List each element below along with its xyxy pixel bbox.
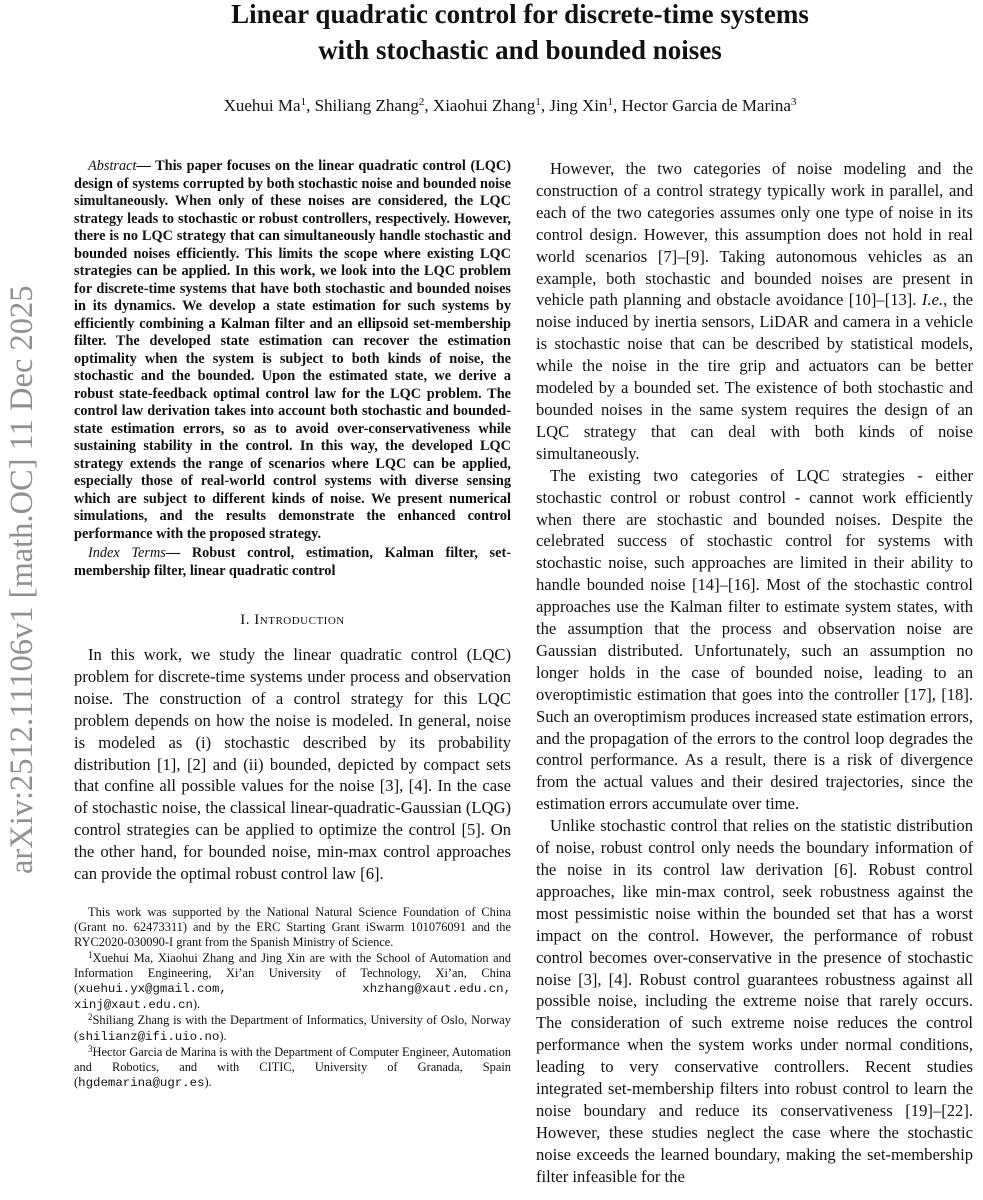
footnote-marker: 2 bbox=[88, 1012, 93, 1023]
index-terms-dash: — bbox=[165, 545, 192, 561]
author bbox=[621, 96, 796, 115]
footnote-3 bbox=[74, 1045, 511, 1092]
footnote-marker: 3 bbox=[88, 1043, 93, 1054]
intro-paragraph: In this work, we study the linear quadratic control (LQC) problem for discrete-time systems under process and observation noise. The construction of a control strategy for this LQC problem depends on how the noise is modeled. In general, noise is modeled as (i) stochastic described by its probability distribution [1], [2] and (ii) bounded, depicted by compact sets that confine all possible values for the noise [3], [4]. In the case of stochastic noise, the classical linear-quadratic-Gaussian (LQG) control strategies can be applied to optimize the control [5]. On the other hand, for bounded noise, min-max control approaches can provide the optimal robust control law [6]. bbox=[74, 645, 511, 884]
author bbox=[224, 96, 315, 115]
footnote-emails: shilianz@ifi.uio.no bbox=[78, 1029, 220, 1044]
author bbox=[315, 96, 433, 115]
author-name: Xiaohui Zhang bbox=[432, 96, 536, 115]
footnote-text: Xuehui Ma, Xiaohui Zhang and Jing Xin are with the School of Automation and Information Engineering, Xi’an University of Technology, Xi’an, China ( bbox=[74, 950, 511, 995]
author-separator: , bbox=[306, 96, 315, 115]
footnote-funding: This work was supported by the National Natural Science Foundation of China (Grant no. 62473311) and by the ERC Starting Grant iSwarm 101076091 and the RYC2020-030090-I grant from the Spanish Ministry of Science. bbox=[74, 904, 511, 950]
abstract-dash: — bbox=[136, 158, 156, 174]
footnote-marker: 1 bbox=[88, 949, 93, 960]
right-column bbox=[536, 158, 973, 1188]
author-name: Shiliang Zhang bbox=[314, 96, 419, 115]
footnote-text: Hector Garcia de Marina is with the Department of Computer Engineer, Automation and Robotics, and with CITIC, University of Granada, Spain ( bbox=[74, 1044, 511, 1090]
footnote-text: Shiliang Zhang is with the Department of Informatics, University of Oslo, Norway ( bbox=[74, 1013, 511, 1043]
author-name: Hector Garcia de Marina bbox=[621, 96, 791, 115]
author-separator: , bbox=[424, 96, 433, 115]
author-name: Jing Xin bbox=[549, 96, 608, 115]
body-paragraph: Unlike stochastic control that relies on the statistic distribution of noise, robust control only needs the boundary information of the noise in its control law derivation [6]. Robust control approaches, like min-max control, seek robustness against the most pessimistic noise within the bounded set that has a worst impact on the control. However, the performance of robust control becomes over-conservative in the presence of stochastic noise [3], [4]. Robust control guarantees robustness against all possible noise, including the extreme noise that rarely occurs. The consideration of such extreme noise reduces the control performance when the system works under normal conditions, leading to very conservative controllers. Recent studies integrated set-membership filters into robust control to learn the noise boundary and reduce its conservativeness [19]–[22]. However, these studies neglect the case where the stochastic noise exceeds the learned boundary, making the set-membership filter infeasible for the bbox=[536, 816, 973, 1186]
footnote-1 bbox=[74, 951, 511, 1014]
paragraph-text: , the noise induced by inertia sensors, LiDAR and camera in a vehicle is stochastic noise that can be described by statistical models, while the noise in the tire grip and actuators can be better modeled by a bounded set. The existence of both stochastic and bounded noises in the same system requires the design of an LQC strategy that can deal with both kinds of noise simultaneously. bbox=[536, 290, 973, 463]
author-name: Xuehui Ma bbox=[223, 96, 301, 115]
section-heading-introduction bbox=[74, 610, 511, 630]
footnote-close: ). bbox=[204, 1075, 212, 1090]
paper-title bbox=[120, 0, 920, 68]
footnotes bbox=[74, 905, 511, 1091]
author-separator: , bbox=[540, 96, 550, 115]
author-affiliation: 1 bbox=[300, 96, 307, 108]
index-terms-text: Robust control, estimation, Kalman filter, set-membership filter, linear quadratic control bbox=[74, 545, 511, 579]
title-line-1: Linear quadratic control for discrete-time systems bbox=[231, 0, 809, 29]
author-list bbox=[110, 94, 910, 118]
author-affiliation: 3 bbox=[790, 96, 797, 108]
body-paragraph: The existing two categories of LQC strategies - either stochastic control or robust control - cannot work efficiently when there are stochastic and bounded noises. Despite the celebrated success of stochastic control for systems with stochastic noise, such approaches are limited in their ability to handle bounded noise [14]–[16]. Most of the stochastic control approaches use the Kalman filter to estimate system states, with the assumption that the process and observation noise are Gaussian distributed. Unfortunately, such an assumption no longer holds in the case of bounded noise, leading to an overoptimistic estimation that goes into the controller [17], [18]. Such an overoptimism produces increased state estimation errors, and the propagation of the errors to the control loop degrades the control performance. As a result, there is a risk of divergence from the actual values and their desired trajectories, since the estimation errors accumulate over time. bbox=[536, 465, 973, 814]
section-number: I. bbox=[240, 612, 251, 628]
abstract bbox=[74, 158, 511, 543]
section-title: Introduction bbox=[254, 612, 345, 628]
author bbox=[549, 96, 621, 115]
footnote-emails: xuehui.yx@gmail.com, xhzhang@xaut.edu.cn, xinj@xaut.edu.cn bbox=[74, 981, 511, 1013]
author-separator: , bbox=[612, 96, 622, 115]
index-terms bbox=[74, 545, 511, 580]
paragraph-emphasis: I.e. bbox=[921, 290, 944, 310]
left-column bbox=[74, 158, 511, 1091]
footnote-close: ). bbox=[192, 997, 201, 1012]
paragraph-text: However, the two categories of noise modeling and the construction of a control strategy typically work in parallel, and each of the two categories assumes only one type of noise in its control design. However, this assumption does not hold in real world scenarios [7]–[9]. Taking autonomous vehicles as an example, both stochastic and bounded noises are present in vehicle path planning and obstacle avoidance [10]–[13]. bbox=[536, 159, 973, 310]
arxiv-identifier-stamp: arXiv:2512.11106v1 [math.OC] 11 Dec 2025 bbox=[4, 285, 40, 874]
abstract-label: Abstract bbox=[88, 158, 137, 174]
footnote-close: ). bbox=[219, 1028, 227, 1043]
author-affiliation: 1 bbox=[607, 96, 613, 108]
footnote-emails: hgdemarina@ugr.es bbox=[78, 1076, 205, 1091]
author bbox=[433, 96, 549, 115]
body-paragraph bbox=[536, 158, 973, 465]
abstract-text: This paper focuses on the linear quadratic control (LQC) design of systems corrupted by both stochastic noise and bounded noise simultaneously. When only of these noises are considered, the LQC strategy leads to stochastic or robust controllers, respectively. However, there is no LQC strategy that can simultaneously handle stochastic and bounded noises efficiently. This limits the scope where existing LQC strategies can be applied. In this work, we look into the LQC problem for discrete-time systems that have both stochastic and bounded noises in its dynamics. We develop a state estimation for such systems by efficiently combining a Kalman filter and an ellipsoid set-membership filter. The developed state estimation can recover the estimation optimality when the system is subject to both kinds of noise, the stochastic and the bounded. Upon the estimated state, we derive a robust state-feedback optimal control law for the LQC problem. The control law derivation takes into account both stochastic and bounded-state estimation errors, so as to avoid over-conservativeness while sustaining stability in the control. In this way, the developed LQC strategy extends the range of scenarios where LQC can be applied, especially those of real-world control systems with diverse sensing which are subject to different kinds of noise. We present numerical simulations, and the results demonstrate the enhanced control performance with the proposed strategy. bbox=[74, 158, 511, 542]
author-affiliation: 1 bbox=[535, 96, 541, 108]
title-line-2: with stochastic and bounded noises bbox=[318, 35, 722, 65]
index-terms-label: Index Terms bbox=[88, 545, 166, 561]
author-affiliation: 2 bbox=[418, 96, 425, 108]
footnote-2 bbox=[74, 1013, 511, 1044]
